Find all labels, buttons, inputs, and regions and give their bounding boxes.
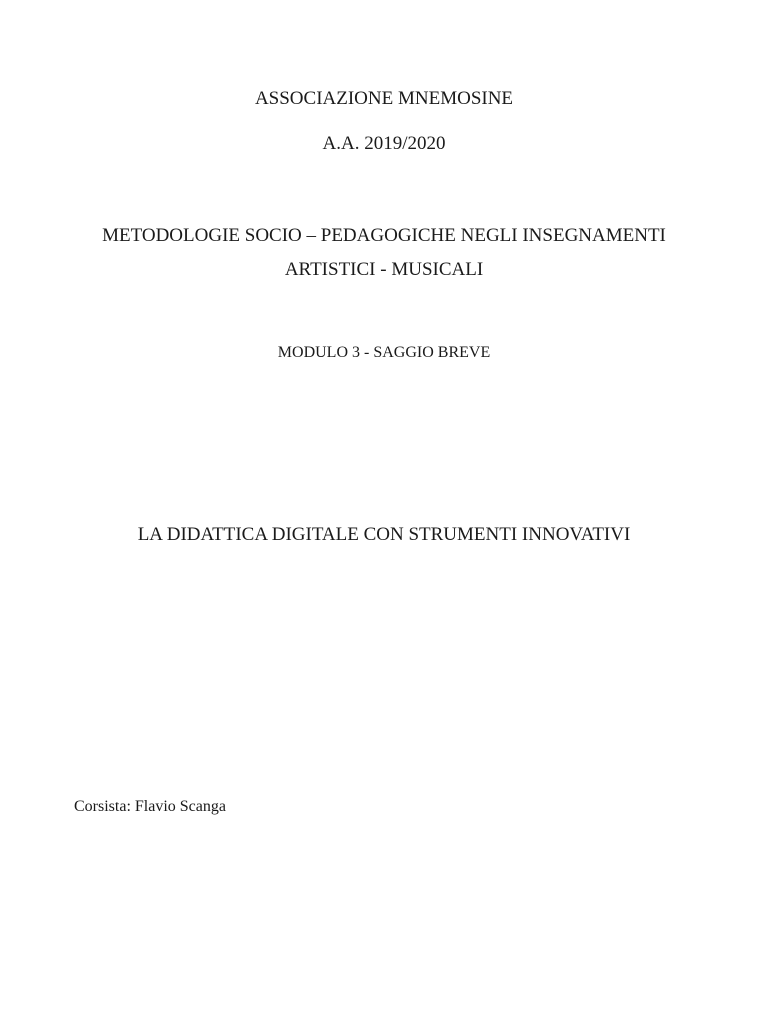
student-name-line: Corsista: Flavio Scanga xyxy=(74,798,226,815)
course-title-line-2: ARTISTICI - MUSICALI xyxy=(284,259,484,280)
course-title-line-1: METODOLOGIE SOCIO – PEDAGOGICHE NEGLI INSEGNAMENTI xyxy=(102,225,666,246)
module-label: MODULO 3 - SAGGIO BREVE xyxy=(277,344,491,361)
organization-heading: ASSOCIAZIONE MNEMOSINE xyxy=(254,88,514,109)
essay-title: LA DIDATTICA DIGITALE CON STRUMENTI INNOVATIVI xyxy=(137,524,631,545)
academic-year: A.A. 2019/2020 xyxy=(322,133,446,154)
